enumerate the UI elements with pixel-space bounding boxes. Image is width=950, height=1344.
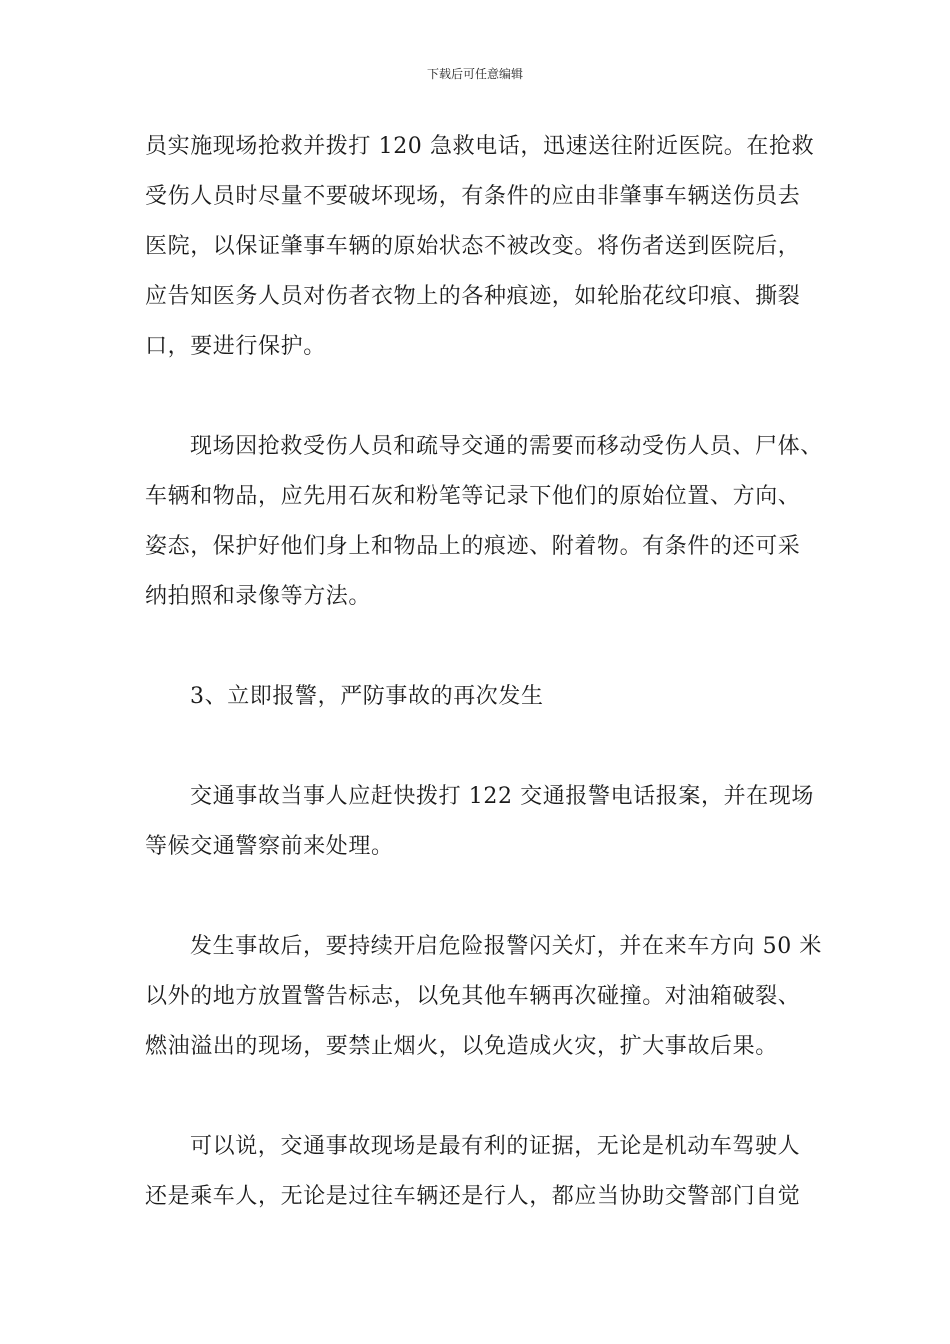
text-line: 医院，以保证肇事车辆的原始状态不被改变。将伤者送到医院后， bbox=[145, 234, 801, 259]
text-line: 交通事故当事人应赶快拨打 122 交通报警电话报案，并在现场 bbox=[190, 784, 814, 809]
paragraph-gap bbox=[145, 722, 810, 772]
paragraph bbox=[145, 922, 822, 1072]
text-line: 还是乘车人，无论是过往车辆还是行人，都应当协助交警部门自觉 bbox=[145, 1184, 801, 1209]
text-line: 口，要进行保护。 bbox=[145, 334, 326, 359]
text-line: 燃油溢出的现场，要禁止烟火，以免造成火灾，扩大事故后果。 bbox=[145, 1034, 778, 1059]
paragraph-gap bbox=[145, 872, 810, 922]
text-line: 应告知医务人员对伤者衣物上的各种痕迹，如轮胎花纹印痕、撕裂 bbox=[145, 284, 801, 309]
text-line: 车辆和物品，应先用石灰和粉笔等记录下他们的原始位置、方向、 bbox=[145, 484, 801, 509]
paragraph bbox=[145, 422, 823, 622]
text-line: 可以说，交通事故现场是最有利的证据，无论是机动车驾驶人 bbox=[190, 1134, 801, 1159]
paragraph bbox=[145, 122, 815, 372]
text-line: 以外的地方放置警告标志，以免其他车辆再次碰撞。对油箱破裂、 bbox=[145, 984, 801, 1009]
paragraph-gap bbox=[145, 1072, 810, 1122]
text-line: 3、立即报警，严防事故的再次发生 bbox=[190, 684, 544, 709]
document-body bbox=[145, 122, 823, 1222]
paragraph-gap bbox=[145, 622, 810, 672]
paragraph-gap bbox=[145, 372, 810, 422]
text-line: 发生事故后，要持续开启危险报警闪关灯，并在来车方向 50 米 bbox=[190, 934, 822, 959]
page-header: 下载后可任意编辑 bbox=[426, 67, 523, 81]
text-line: 纳拍照和录像等方法。 bbox=[145, 584, 372, 609]
paragraph bbox=[145, 1122, 810, 1222]
paragraph bbox=[145, 772, 814, 872]
text-line: 姿态，保护好他们身上和物品上的痕迹、附着物。有条件的还可采 bbox=[145, 534, 801, 559]
text-line: 员实施现场抢救并拨打 120 急救电话，迅速送往附近医院。在抢救 bbox=[145, 134, 815, 159]
text-line: 现场因抢救受伤人员和疏导交通的需要而移动受伤人员、尸体、 bbox=[190, 434, 823, 459]
section-heading bbox=[145, 672, 810, 722]
text-line: 受伤人员时尽量不要破坏现场，有条件的应由非肇事车辆送伤员去 bbox=[145, 184, 801, 209]
text-line: 等候交通警察前来处理。 bbox=[145, 834, 394, 859]
